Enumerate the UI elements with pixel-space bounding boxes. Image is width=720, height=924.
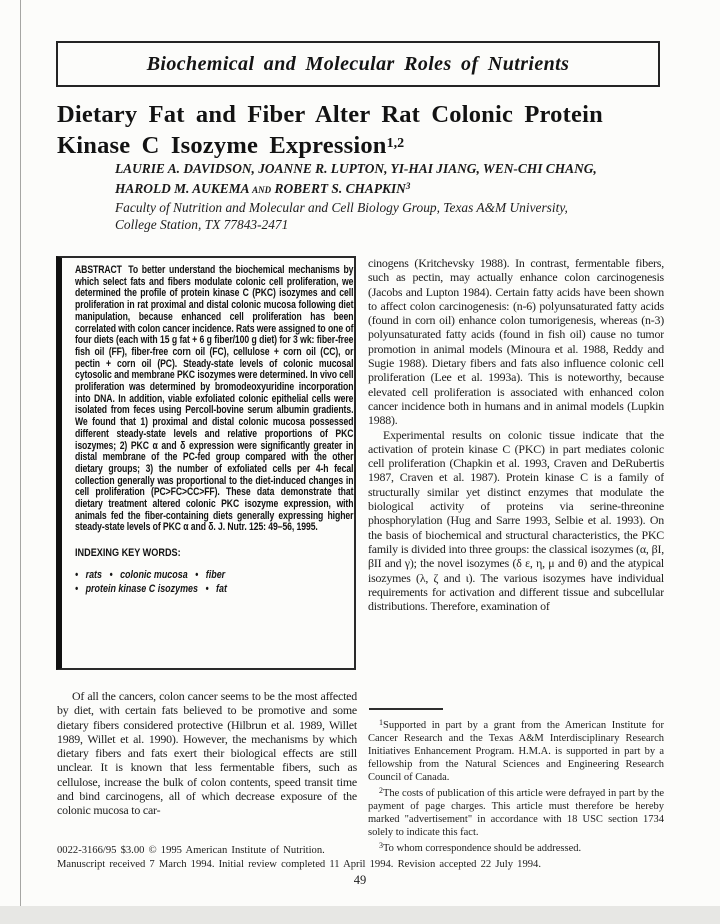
body-paragraph-intro: Of all the cancers, colon cancer seems to be the most affected by diet, with certain fats believed to be promotive and some dietary fibers considered protective (Hilbrun et al. 1989, Willet 1989, Willet et al. 1990). However, the mechanisms by which dietary fibers and fats exert their biological effects are still unclear. It is known that less fermentable fibers, such as cellulose, increase the bulk of colon contents, speed transit time and bind carcinogens, all of which decrease exposure of the colonic mucosa to car-: [57, 689, 357, 818]
body-paragraph-pkc: Experimental results on colonic tissue indicate that the activation of protein kinase C (PKC) in part mediates colonic cell proliferation (Chapkin et al. 1993, Craven and DeRubertis 1987, Craven et al. 1987). Protein kinase C is a family of structurally similar yet distinct enzymes that modulate the biological activity of proteins via serine-threonine phosphorylation (Hug and Sarre 1993, Selbie et al. 1993). On the basis of biochemical and structural characteristics, the PKC family is divided into three groups: the classical isozymes (α, βI, βII and γ); the novel isozymes (δ ε, η, μ and θ) and the atypical isozymes (λ, ζ and ι). The various isozymes have individual requirements for activation and different tissue and subcellular distributions. Therefore, examination of: [368, 427, 664, 614]
footnote-3: $^3$To whom correspondence should be addressed.: [379, 841, 582, 854]
abstract-body: To better understand the biochemical mechanisms by which select fats and fibers modulate colonic cell proliferation, we determined the profile of protein kinase C (PKC) isozymes and cell proliferation in rat proximal and distal colonic mucosa following diet manipulation, because enhanced cell proliferation has been correlated with colon cancer incidence. Rats were assigned to one of four diets (each with 15 g fat + 6 g fiber/100 g diet) for 3 wk: fiber-free fish oil (FF), fiber-free corn oil (FC), cellulose + corn oil (CC), or pectin + corn oil (PC). Steady-state levels of colonic mucosal cytosolic and membrane PKC isozymes were determined. In vivo cell proliferation was determined by bromodeoxyuridine incorporation into DNA. In addition, viable exfoliated colonic epithelial cells were isolated from feces using Percoll-bovine serum albumin gradients. We found that 1) proximal and distal colonic mucosa possessed different steady-state levels and relative proportions of PKC isozymes; 2) PKC α and δ expression were significantly greater in distal membrane of the PC-fed group compared with the other dietary groups; 3) the number of exfoliated cells per 4-h fecal collection generally was proportional to the diet-induced changes in cell proliferation (PC>FC>CC>FF). These data demonstrate that dietary treatment altered colonic PKC isozyme expression, with animals fed the fiber-containing diets generally expressing higher steady-state levels of PKC α and δ. J. Nutr. 125: 49–56, 1995.: [75, 264, 354, 534]
article-title-line2: Kinase C Isozyme Expression$^{1,2}$: [57, 131, 405, 159]
copyright-line: 0022-3166/95 $3.00 © 1995 American Institute of Nutrition.: [57, 845, 325, 856]
author-line2: HAROLD M. AUKEMA and ROBERT S. CHAPKIN$^3$: [115, 180, 411, 196]
body-paragraph-continued: cinogens (Kritchevsky 1988). In contrast, fermentable fibers, such as pectin, may actually enhance colon carcinogenesis (Jacobs and Lupton 1984). Certain fatty acids have been shown to affect colon carcinogenesis: (n-6) polyunsaturated fatty acids (found in corn oil) enhance colon tumorigenesis, whereas (n-3) polyunsaturated fatty acids (found in fish oil) cause no tumor promotion in animal models (Minoura et al. 1988, Reddy and Sugie 1988). Dietary fibers and fats also influence colonic cell proliferation (Lee et al. 1993a). This is noteworthy, because elevated cell proliferation is associated with enhanced colon cancer incidence both in humans and in animal models (Lupkin 1988).: [368, 256, 664, 428]
section-banner: [56, 41, 660, 87]
scan-edge-line: [20, 0, 21, 906]
affiliation-line2: College Station, TX 77843-2471: [115, 216, 289, 232]
footnote-2: $^2$The costs of publication of this article were defrayed in part by the payment of page charges. This article must therefore be hereby marked "advertisement" in accordance with 18 USC section 1734 solely to indicate this fact.: [368, 786, 664, 838]
article-title: [57, 101, 669, 160]
affiliation: [115, 200, 675, 233]
footnote-1: $^1$Supported in part by a grant from the American Institute for Cancer Research and the Texas A&M Interdisciplinary Research Initiatives Enhancement Program. H.M.A. is supported in part by a fellowship from the Natural Sciences and Engineering Research Council of Canada.: [368, 718, 664, 783]
keyword-line: • protein kinase C isozymes • fat: [75, 582, 227, 595]
section-banner-title: Biochemical and Molecular Roles of Nutrients: [146, 52, 570, 75]
keywords-label: INDEXING KEY WORDS:: [75, 547, 181, 560]
abstract-content: [75, 265, 353, 596]
left-column-body: [57, 689, 357, 846]
keyword-line: • rats • colonic mucosa • fiber: [75, 569, 226, 582]
abstract-box: [56, 256, 356, 670]
footnotes: [368, 716, 664, 855]
title-footnote-marker: 1,2: [386, 135, 405, 151]
manuscript-history-line: Manuscript received 7 March 1994. Initial review completed 11 April 1994. Revision accepted 22 July 1994.: [57, 859, 541, 870]
author-list: [115, 160, 675, 197]
abstract-paragraph: [75, 265, 353, 534]
right-column-body: [368, 256, 664, 684]
scan-bottom-band: [0, 906, 720, 924]
author-footnote-marker: 3: [405, 180, 411, 191]
abstract-label: ABSTRACT: [75, 264, 122, 276]
affiliation-line1: Faculty of Nutrition and Molecular and Cell Biology Group, Texas A&M University,: [115, 200, 568, 215]
article-title-line1: Dietary Fat and Fiber Alter Rat Colonic Protein: [57, 101, 603, 128]
author-line1: LAURIE A. DAVIDSON, JOANNE R. LUPTON, YI-HAI JIANG, WEN-CHI CHANG,: [115, 161, 597, 176]
footnote-rule: [369, 708, 443, 710]
page-number: 49: [353, 873, 367, 887]
